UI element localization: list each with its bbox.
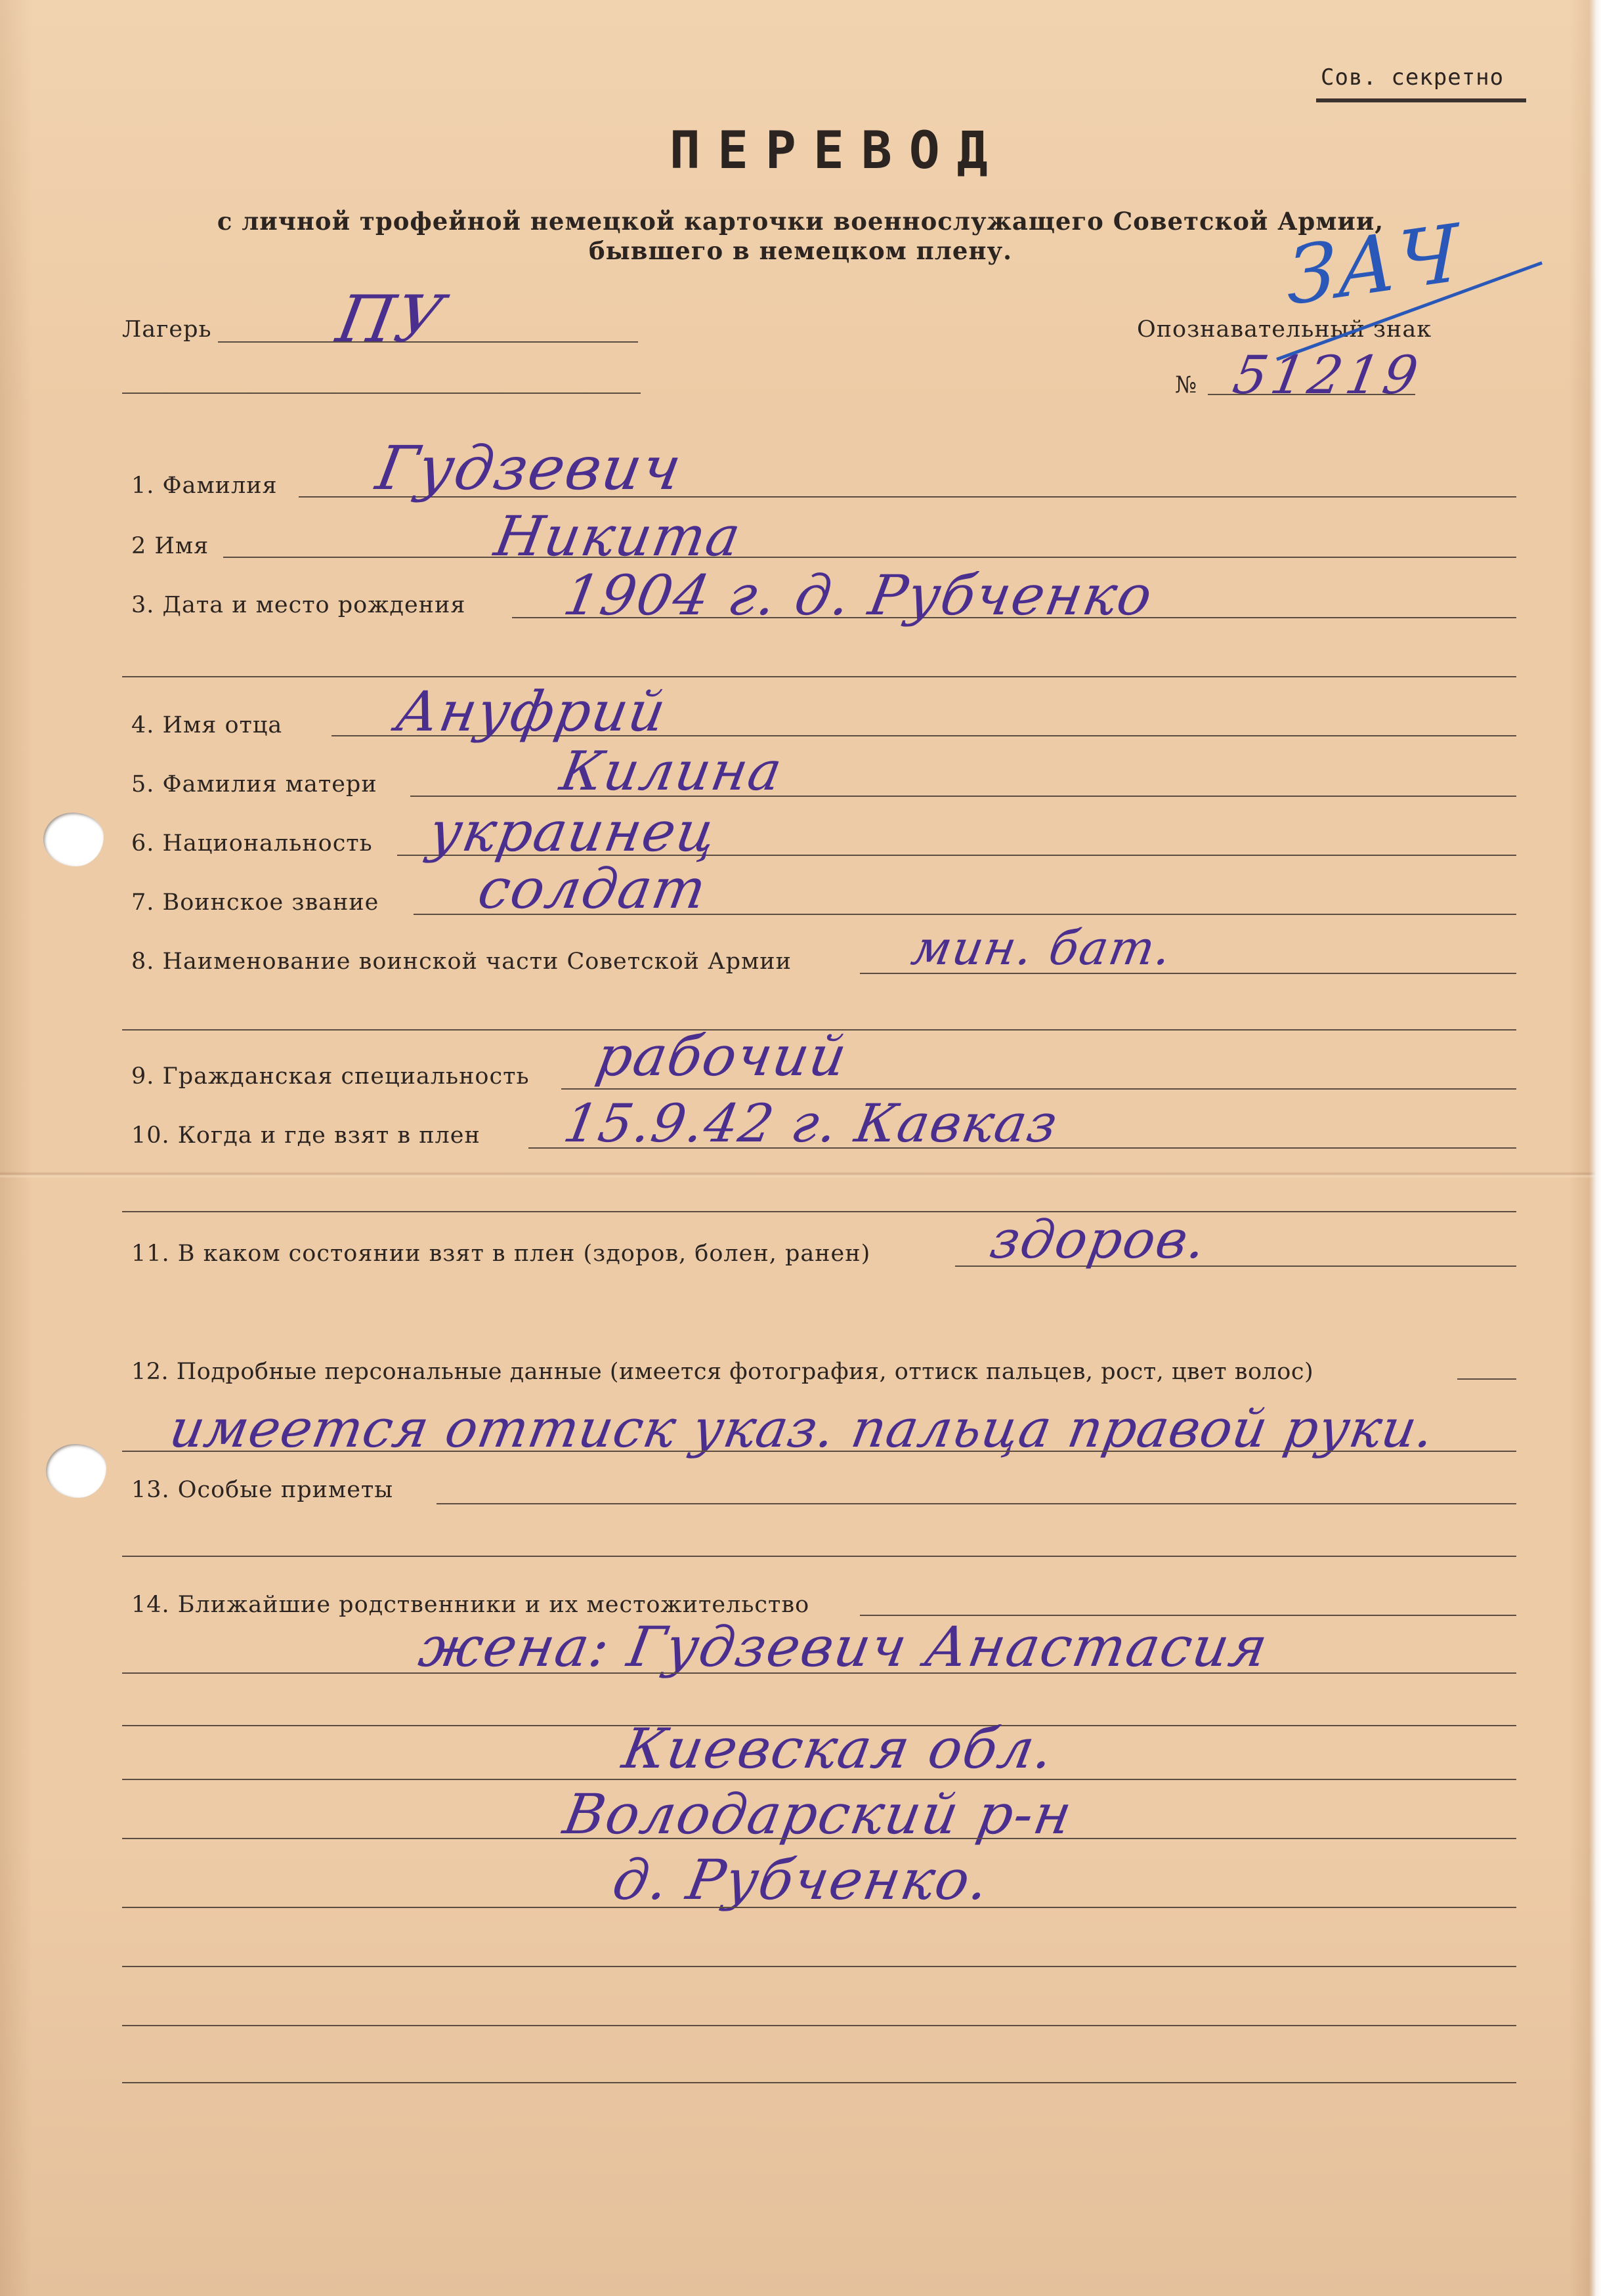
field-4-label: 4. Имя отца — [131, 712, 283, 738]
camp-line-2 — [122, 393, 641, 394]
field-4-value: Ануфрий — [391, 679, 672, 744]
classification-mark: Сов. секретно — [1321, 64, 1505, 91]
field-13-line — [437, 1503, 1516, 1504]
field-5-label: 5. Фамилия матери — [131, 771, 377, 797]
field-3-label: 3. Дата и место рождения — [131, 592, 466, 618]
field-9-value: рабочий — [591, 1024, 853, 1088]
field-6-value: украинец — [424, 799, 723, 864]
field-3-value: 1904 г. д. Рубченко — [559, 563, 1159, 627]
id-number-label: № — [1175, 372, 1198, 398]
relatives-line1: жена: Гудзевич Анастасия — [414, 1615, 1273, 1679]
field-12-label: 12. Подробные персональные данные (имеется фотография, оттиск пальцев, рост, цвет волос) — [131, 1359, 1314, 1385]
paper-edge — [1589, 0, 1601, 2296]
field-1-value: Гудзевич — [371, 433, 688, 503]
ruled-line-6 — [122, 1966, 1516, 1967]
field-12-line — [1457, 1378, 1516, 1380]
field-11-label: 11. В каком состоянии взят в плен (здоров, болен, ранен) — [131, 1241, 871, 1267]
field-11-value: здоров. — [985, 1209, 1212, 1270]
field-3-line-2 — [122, 676, 1516, 677]
document-title: ПЕРЕВОД — [670, 121, 1005, 181]
id-tag-label: Опознавательный знак — [1137, 316, 1432, 343]
field-10-label: 10. Когда и где взят в плен — [131, 1122, 480, 1149]
document-subtitle-line1: с личной трофейной немецкой карточки военнослужащего Советской Армии, — [217, 207, 1384, 236]
document-subtitle-line2: бывшего в немецком плену. — [588, 236, 1013, 265]
relatives-line3: Володарский р-н — [559, 1782, 1078, 1846]
ruled-line-4 — [122, 1838, 1516, 1839]
ruled-line-5 — [122, 1907, 1516, 1908]
field-2-line — [223, 557, 1516, 558]
field-13-line-2 — [122, 1556, 1516, 1557]
punch-hole-top — [43, 813, 104, 866]
camp-label: Лагерь — [122, 316, 212, 343]
fold-crease — [0, 1172, 1601, 1178]
ruled-line-7 — [122, 2025, 1516, 2026]
field-9-line — [561, 1088, 1516, 1090]
ruled-line-8 — [122, 2082, 1516, 2083]
field-6-label: 6. Национальность — [131, 830, 373, 857]
relatives-line2: Киевская обл. — [618, 1716, 1059, 1781]
field-9-label: 9. Гражданская специальность — [131, 1063, 530, 1090]
stamp-mark: ЗАЧ — [1287, 207, 1460, 324]
field-7-label: 7. Воинское звание — [131, 889, 379, 916]
relatives-line4: д. Рубченко. — [608, 1848, 995, 1912]
id-number-value: 51219 — [1228, 345, 1426, 406]
field-13-label: 13. Особые приметы — [131, 1477, 394, 1503]
field-8-label: 8. Наименование воинской части Советской Армии — [131, 948, 792, 975]
field-2-label: 2 Имя — [131, 533, 209, 559]
ruled-line-3 — [122, 1779, 1516, 1780]
field-1-label: 1. Фамилия — [131, 473, 278, 499]
field-14-label: 14. Ближайшие родственники и их местожительство — [131, 1592, 810, 1618]
field-5-value: Килина — [555, 740, 788, 803]
classification-underline — [1316, 98, 1526, 102]
field-7-value: солдат — [473, 857, 712, 921]
ruled-line-1 — [122, 1672, 1516, 1674]
camp-value: ПУ — [331, 282, 450, 357]
field-10-value: 15.9.42 г. Кавказ — [559, 1093, 1063, 1154]
field-8-value: мин. бат. — [907, 920, 1177, 975]
punch-hole-bottom — [46, 1444, 106, 1498]
field-12-line-2 — [122, 1451, 1516, 1452]
field-2-value: Никита — [490, 504, 746, 568]
field-12-value: имеется оттиск указ. пальца правой руки. — [165, 1398, 1440, 1459]
field-10-line-2 — [122, 1211, 1516, 1212]
